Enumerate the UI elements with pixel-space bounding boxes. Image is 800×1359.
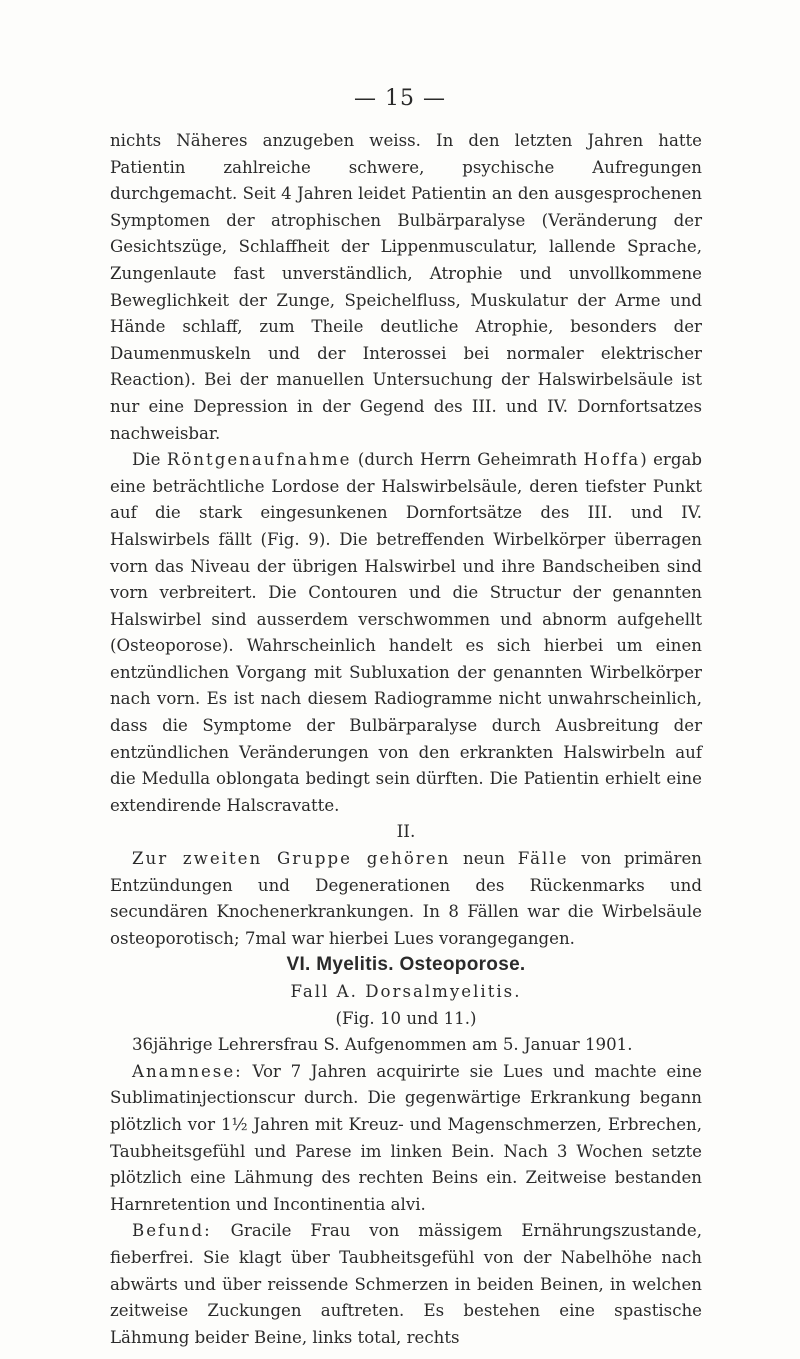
case-figure-ref: (Fig. 10 und 11.) [335,1008,477,1028]
paragraph-patient: 36jährige Lehrersfrau S. Aufgenommen am 5. Januar 1901. [132,1035,633,1055]
text-run: neun [450,849,518,869]
text-run: Vor 7 Jahren acquirirte sie Lues und machte eine Sublimatinjectionscur durch. Die gegenwärtige Erkrankung begann plötzlich vor 1½ Jahren mit Kreuz- und Magenschmerzen, Erbrechen, Taubheitsgefühl und Parese im linken Bein. Nach 3 Wochen setzte plötzlich eine Lähmung des rechten Beins ein. Zeitweise bestanden Harnretention und Incontinentia alvi. [110,1061,702,1214]
text-run: von primären Entzündungen und Degenerationen des Rückenmarks und secundären Knochenerkrankungen. In 8 Fällen war die Wirbelsäule osteoporotisch; 7mal war hierbei Lues vorangegangen. [110,849,702,948]
paragraph-befund [110,1218,702,1351]
paragraph-case-history: nichts Näheres anzugeben weiss. In den letzten Jahren hatte Patientin zahlreiche schwere, psychische Aufregungen durchgemacht. Seit 4 Jahren leidet Patientin an den ausgesprochenen Symptomen der atrophischen Bulbärparalyse (Veränderung der Gesichtszüge, Schlaffheit der Lippenmusculatur, lallende Sprache, Zungenlaute fast unverständlich, Atrophie und unvollkommene Beweglichkeit der Zunge, Speichelfluss, Muskulatur der Arme und Hände schlaff, zum Theile deutliche Atrophie, besonders der Daumenmuskeln und der Interossei bei normaler elektrischer Reaction). Bei der manuellen Untersuchung der Halswirbelsäule ist nur eine Depression in der Gegend des III. und IV. Dornfortsatzes nachweisbar. [110,131,702,443]
body-text [110,128,702,1351]
spaced-phrase: Zur zweiten Gruppe gehören [132,849,451,869]
text-run: Gracile Frau von mässigem Ernährungszustande, fieberfrei. Sie klagt über Taubheitsgefühl von der Nabelhöhe nach abwärts und über reissende Schmerzen in beiden Beinen, in welchen zeitweise Zuckungen auftreten. Es bestehen eine spastische Lähmung beider Beine, links total, rechts [110,1221,702,1347]
case-title: Fall A. Dorsalmyelitis. [290,982,522,1001]
name-hoffa: Hoffa [583,450,641,470]
text-run: ) ergab eine beträchtliche Lordose der Halswirbelsäule, deren tiefster Punkt auf die stark eingesunkenen Dornfortsätze des III. und IV. Halswirbels fällt (Fig. 9). Die betreffenden Wirbelkörper überragen vorn das Niveau der übrigen Halswirbel und ihre Bandscheiben sind vorn verbreitert. Die Contouren und die Structur der genannten Halswirbel sind ausserdem verschwommen und abnorm aufgehellt (Osteoporose). Wahrscheinlich handelt es sich hierbei um einen entzündlichen Vorgang mit Subluxation der genannten Wirbelkörper nach vorn. Es ist nach diesem Radiogramme nicht unwahrscheinlich, dass die Symptome der Bulbärparalyse durch Ausbreitung der entzündlichen Veränderungen von den erkrankten Halswirbeln auf die Medulla oblongata bedingt sein dürften. Die Patientin erhielt eine extendirende Halscravatte. [110,450,702,815]
paragraph-anamnese [110,1059,702,1219]
chapter-heading: VI. Myelitis. Osteoporose. [286,954,526,976]
spaced-faelle: Fälle [517,849,569,869]
section-number: II. [396,822,416,843]
text-run: Die [132,450,167,470]
paragraph-second-group [110,846,702,952]
text-run: (durch Herrn Geheimrath [351,450,584,470]
label-anamnese: Anamnese: [132,1061,243,1081]
label-befund: Befund: [132,1221,212,1241]
page-number: — 15 — [354,86,446,111]
term-roentgenaufnahme: Röntgenaufnahme [166,450,352,470]
paragraph-roentgen [110,447,702,819]
